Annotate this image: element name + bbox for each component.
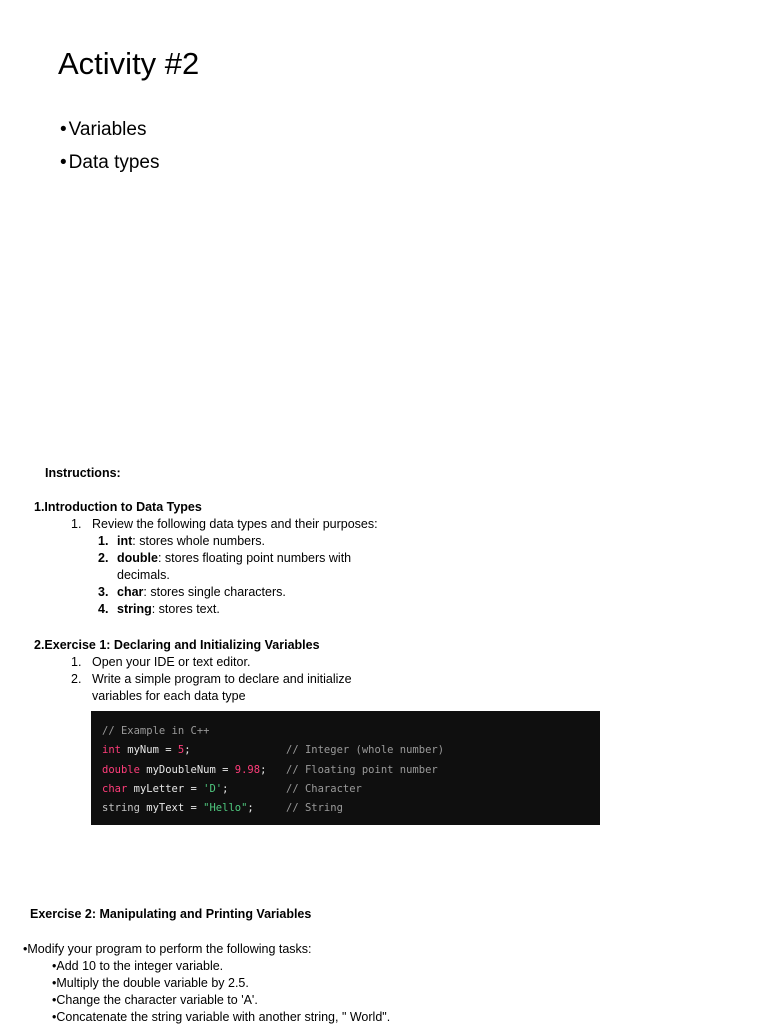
code-block xyxy=(91,711,600,825)
page-title: Activity #2 xyxy=(58,46,200,81)
code-comment: // String xyxy=(286,802,343,814)
task-item: •Add 10 to the integer variable. xyxy=(52,959,224,973)
code-value: "Hello" xyxy=(203,802,248,814)
code-keyword: string xyxy=(102,802,140,814)
bullet-variables: • Variables xyxy=(60,118,146,142)
code-identifier: myLetter = xyxy=(127,783,204,795)
bullet-data-types: • Data types xyxy=(60,151,159,175)
code-value: 9.98 xyxy=(234,764,261,776)
code-line-int xyxy=(102,743,191,757)
code-identifier: myText = xyxy=(139,802,204,814)
code-identifier: myDoubleNum = xyxy=(139,764,235,776)
task-item: •Concatenate the string variable with another string, " World". xyxy=(52,1010,391,1024)
task-item: •Change the character variable to 'A'. xyxy=(52,993,258,1007)
code-keyword: int xyxy=(102,744,121,756)
type-string-item xyxy=(117,601,220,618)
type-term: string xyxy=(117,602,152,616)
code-comment: // Character xyxy=(286,783,362,795)
task-item: •Multiply the double variable by 2.5. xyxy=(52,976,249,990)
type-term: int xyxy=(117,534,133,548)
code-keyword: char xyxy=(102,783,128,795)
type-desc: : stores single characters. xyxy=(143,585,286,599)
type-double-item xyxy=(117,550,351,567)
instructions-heading: Instructions: xyxy=(45,466,121,480)
list-number: 1. xyxy=(71,517,82,531)
code-line-char xyxy=(102,782,228,796)
list-number: 4. xyxy=(98,602,109,616)
code-semicolon: ; xyxy=(247,802,254,814)
list-number: 2. xyxy=(71,672,82,686)
code-semicolon: ; xyxy=(184,744,191,756)
code-comment-header: // Example in C++ xyxy=(102,725,210,737)
type-char-item xyxy=(117,584,286,601)
section1-title: 1.Introduction to Data Types xyxy=(34,500,202,514)
code-identifier: myNum = xyxy=(120,744,178,756)
code-value: 'D' xyxy=(203,783,223,795)
list-number: 1. xyxy=(98,534,109,548)
code-semicolon: ; xyxy=(260,764,267,776)
type-term: char xyxy=(117,585,144,599)
list-item: Write a simple program to declare and initialize xyxy=(92,672,352,686)
list-number: 1. xyxy=(71,655,82,669)
type-desc: : stores whole numbers. xyxy=(132,534,265,548)
type-desc: : stores floating point numbers with xyxy=(157,551,352,565)
type-desc: : stores text. xyxy=(151,602,220,616)
list-item: Review the following data types and their purposes: xyxy=(92,517,378,531)
type-term: double xyxy=(117,551,158,565)
code-semicolon: ; xyxy=(222,783,229,795)
code-comment: // Floating point number xyxy=(286,764,438,776)
list-number: 3. xyxy=(98,585,109,599)
code-line-double xyxy=(102,763,266,777)
code-keyword: double xyxy=(102,764,140,776)
code-comment: // Integer (whole number) xyxy=(286,744,445,756)
exercise2-title: Exercise 2: Manipulating and Printing Variables xyxy=(30,907,312,921)
section2-title: 2.Exercise 1: Declaring and Initializing Variables xyxy=(34,638,320,652)
list-item-continued: variables for each data type xyxy=(92,689,246,703)
list-item: Open your IDE or text editor. xyxy=(92,655,251,669)
code-value: 5 xyxy=(177,744,185,756)
list-number: 2. xyxy=(98,551,109,565)
exercise2-intro: •Modify your program to perform the following tasks: xyxy=(23,942,312,956)
type-int-item xyxy=(117,533,265,550)
type-desc-continued: decimals. xyxy=(117,568,170,582)
code-line-string xyxy=(102,801,254,815)
